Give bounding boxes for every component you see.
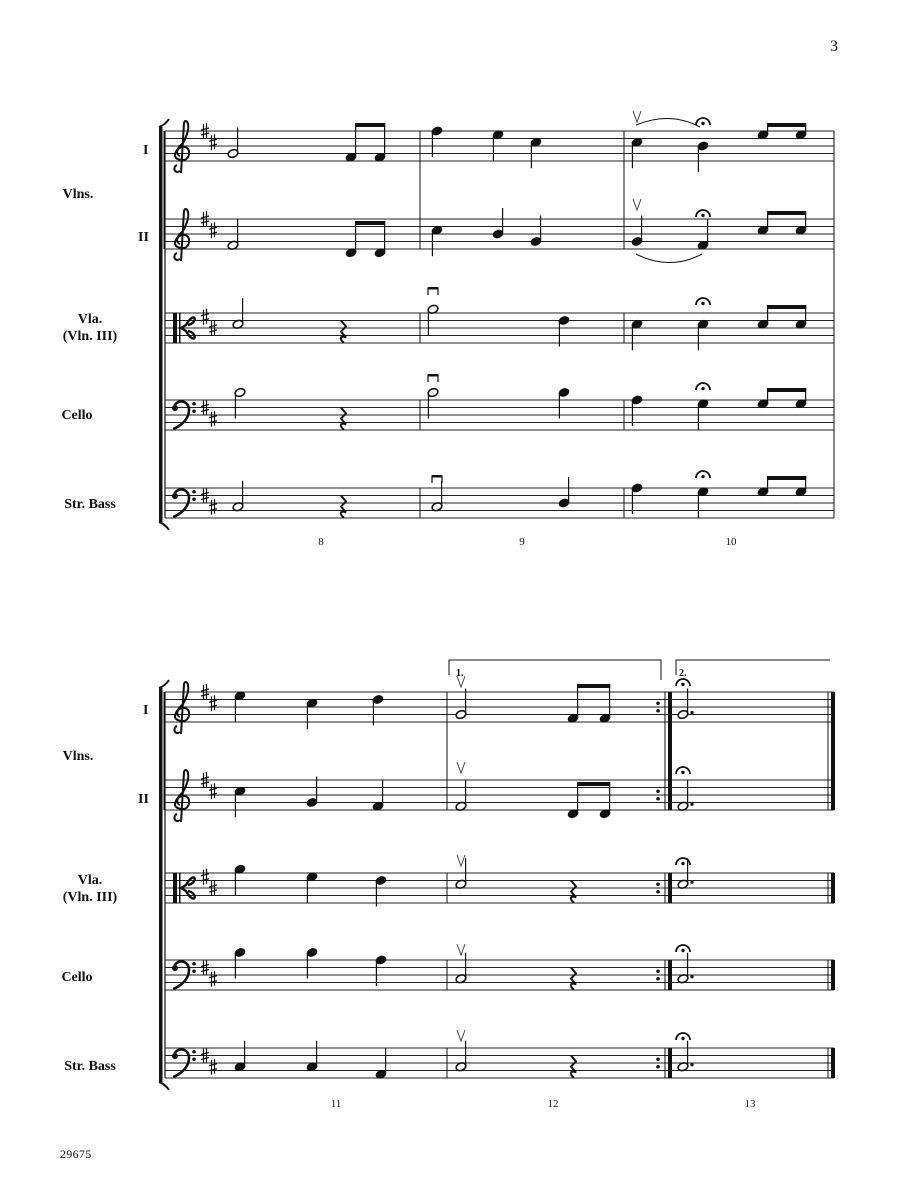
measure-number: 10 bbox=[725, 536, 737, 548]
system-bracket bbox=[159, 127, 163, 522]
final-barline bbox=[831, 960, 835, 990]
up-bow-icon bbox=[457, 676, 465, 687]
bass-clef-dot bbox=[172, 493, 178, 499]
bass-clef-dot bbox=[192, 497, 196, 501]
repeat-dot bbox=[656, 709, 660, 713]
fermata-dot bbox=[681, 1037, 684, 1040]
repeat-dot bbox=[656, 1057, 660, 1061]
instrument-label-violin-1: I bbox=[143, 143, 149, 158]
final-barline bbox=[831, 692, 835, 810]
up-bow-icon bbox=[457, 762, 465, 773]
fermata-dot bbox=[681, 862, 684, 865]
volta-1-bracket bbox=[449, 660, 661, 680]
bass-clef-dot bbox=[192, 969, 196, 973]
sharp-icon bbox=[209, 783, 217, 799]
sharp-icon bbox=[201, 309, 209, 325]
alto-clef-bar bbox=[179, 313, 181, 343]
catalog-number: 29675 bbox=[60, 1147, 92, 1161]
fermata-dot bbox=[701, 214, 704, 217]
up-bow-icon bbox=[457, 944, 465, 955]
repeat-dot bbox=[656, 969, 660, 973]
repeat-dot bbox=[656, 701, 660, 705]
fermata-dot bbox=[701, 122, 704, 125]
repeat-dot bbox=[656, 977, 660, 981]
instrument-label-bass: Str. Bass bbox=[64, 497, 116, 512]
alto-clef-bar bbox=[179, 873, 181, 903]
repeat-dot bbox=[656, 797, 660, 801]
measure-number: 8 bbox=[318, 536, 324, 548]
sharp-icon bbox=[209, 411, 217, 427]
fermata-dot bbox=[701, 302, 704, 305]
repeat-dot bbox=[656, 890, 660, 894]
instrument-label-violin-2: II bbox=[138, 230, 149, 245]
bass-clef-dot bbox=[192, 1057, 196, 1061]
double-barline bbox=[668, 692, 672, 810]
bracket-hook bbox=[159, 1082, 169, 1090]
quarter-rest-icon bbox=[571, 968, 576, 990]
bracket-hook bbox=[159, 680, 169, 688]
double-barline bbox=[668, 873, 672, 903]
slur bbox=[636, 254, 702, 263]
treble-clef-icon bbox=[174, 121, 189, 173]
alto-clef-bar bbox=[173, 313, 177, 343]
beam bbox=[578, 782, 611, 786]
augmentation-dot bbox=[690, 1063, 693, 1066]
down-bow-bar bbox=[428, 374, 438, 377]
up-bow-icon bbox=[633, 111, 641, 122]
sharp-icon bbox=[209, 134, 217, 150]
bass-clef-dot bbox=[192, 402, 196, 406]
beam bbox=[356, 221, 386, 225]
final-barline bbox=[831, 1048, 835, 1078]
beam bbox=[768, 305, 807, 309]
page-number: 3 bbox=[830, 38, 838, 55]
viola-label-line1: Vla. bbox=[77, 312, 103, 327]
beam bbox=[356, 123, 386, 127]
treble-clef-icon bbox=[174, 209, 189, 261]
beam bbox=[768, 211, 807, 215]
up-bow-icon bbox=[457, 1030, 465, 1041]
slur bbox=[636, 118, 700, 127]
sharp-icon bbox=[209, 1059, 217, 1075]
augmentation-dot bbox=[690, 711, 693, 714]
volta-2-label: 2. bbox=[679, 668, 687, 679]
beam bbox=[578, 684, 611, 688]
fermata-dot bbox=[681, 683, 684, 686]
instrument-label-bass: Str. Bass bbox=[64, 1059, 116, 1074]
measure-number: 11 bbox=[330, 1098, 342, 1110]
viola-label-line2: (Vln. III) bbox=[62, 890, 118, 905]
bracket-hook bbox=[159, 522, 169, 530]
repeat-dot bbox=[656, 1065, 660, 1069]
beam bbox=[768, 388, 807, 392]
bass-clef-dot bbox=[192, 409, 196, 413]
measure-number: 9 bbox=[519, 536, 525, 548]
beam bbox=[768, 476, 807, 480]
sharp-icon bbox=[209, 695, 217, 711]
instrument-label-violins: Vlns. bbox=[62, 749, 94, 764]
measure-number: 12 bbox=[547, 1098, 559, 1110]
bass-clef-dot bbox=[192, 1050, 196, 1054]
volta-1-label: 1. bbox=[456, 668, 464, 679]
treble-clef-icon bbox=[174, 682, 189, 734]
sharp-icon bbox=[209, 971, 217, 987]
bass-clef-dot bbox=[172, 1053, 178, 1059]
instrument-label-violin-2: II bbox=[138, 792, 149, 807]
quarter-rest-icon bbox=[571, 1056, 576, 1078]
fermata-dot bbox=[701, 387, 704, 390]
system-bracket bbox=[159, 688, 163, 1082]
measure-number: 13 bbox=[744, 1098, 756, 1110]
instrument-label-violin-1: I bbox=[143, 703, 149, 718]
bracket-hook bbox=[159, 119, 169, 127]
bass-clef-dot bbox=[192, 962, 196, 966]
instrument-label-violins: Vlns. bbox=[62, 187, 94, 202]
beam bbox=[768, 123, 807, 127]
fermata-dot bbox=[701, 475, 704, 478]
bass-clef-dot bbox=[172, 965, 178, 971]
bass-clef-dot bbox=[172, 405, 178, 411]
augmentation-dot bbox=[690, 975, 693, 978]
repeat-dot bbox=[656, 882, 660, 886]
repeat-dot bbox=[656, 789, 660, 793]
double-barline bbox=[668, 960, 672, 990]
augmentation-dot bbox=[690, 803, 693, 806]
up-bow-icon bbox=[633, 199, 641, 210]
alto-clef-bar bbox=[173, 873, 177, 903]
volta-2-bracket bbox=[676, 660, 830, 675]
fermata-dot bbox=[681, 949, 684, 952]
fermata-dot bbox=[681, 771, 684, 774]
viola-label-line2: (Vln. III) bbox=[62, 329, 118, 344]
quarter-rest-icon bbox=[341, 496, 346, 518]
sharp-icon bbox=[201, 869, 209, 885]
final-barline bbox=[831, 873, 835, 903]
treble-clef-icon bbox=[174, 770, 189, 822]
up-bow-icon bbox=[457, 855, 465, 866]
down-bow-bar bbox=[428, 287, 438, 290]
quarter-rest-icon bbox=[341, 321, 346, 343]
quarter-rest-icon bbox=[341, 408, 346, 430]
quarter-rest-icon bbox=[571, 881, 576, 903]
sharp-icon bbox=[209, 222, 217, 238]
down-bow-bar bbox=[432, 475, 442, 478]
instrument-label-cello: Cello bbox=[61, 408, 93, 423]
sharp-icon bbox=[209, 499, 217, 515]
double-barline bbox=[668, 1048, 672, 1078]
viola-label-line1: Vla. bbox=[77, 873, 103, 888]
bass-clef-dot bbox=[192, 490, 196, 494]
instrument-label-cello: Cello bbox=[61, 970, 93, 985]
augmentation-dot bbox=[690, 881, 693, 884]
